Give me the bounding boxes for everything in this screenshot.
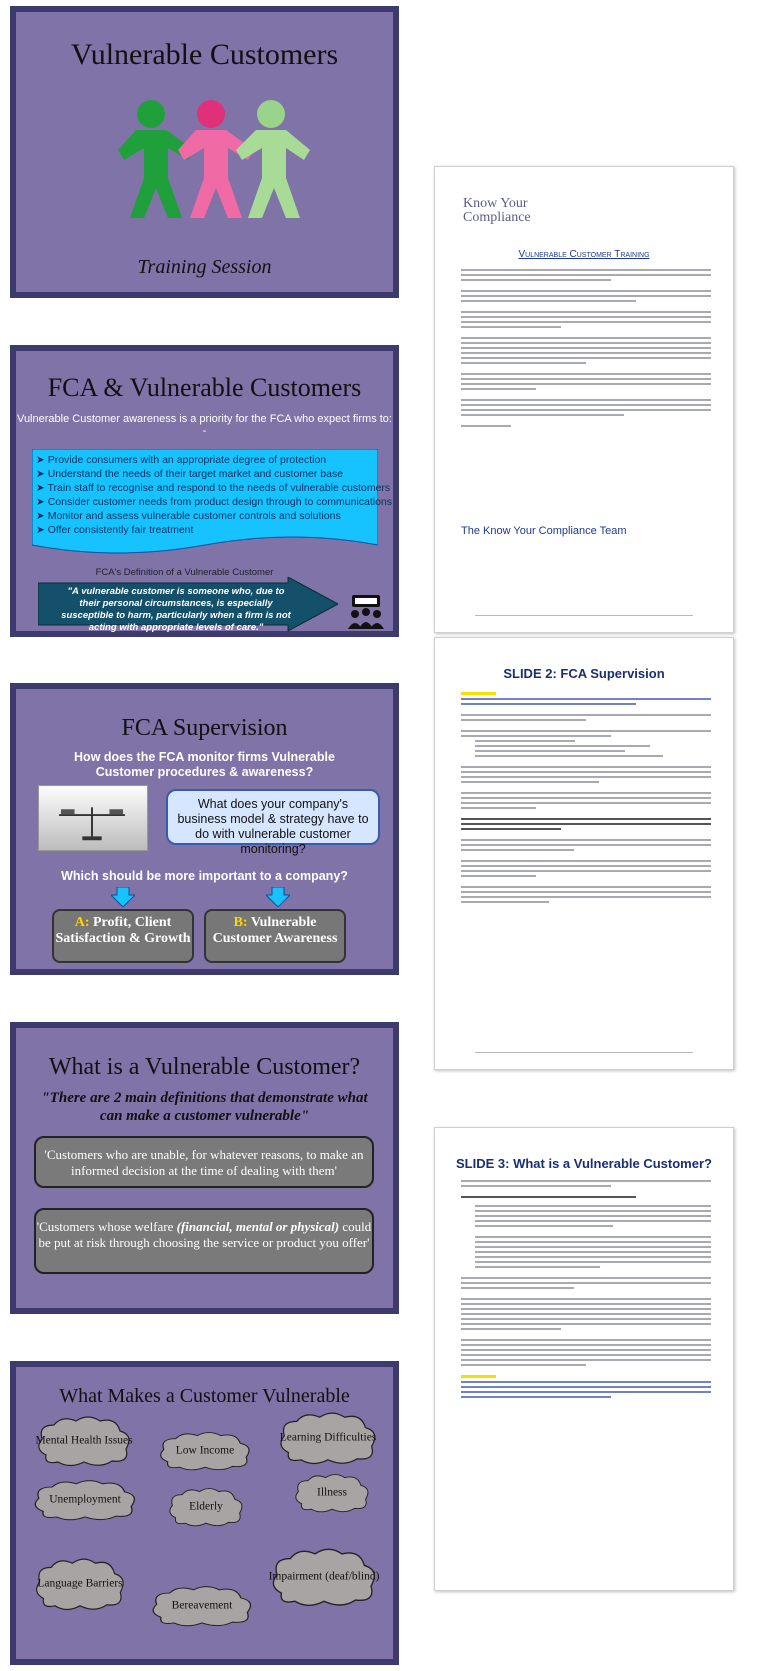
- doc-page-slide3: [434, 1127, 734, 1591]
- down-arrow-icon: [266, 887, 290, 907]
- list-item: ➤ Understand the needs of their target market and customer base: [36, 468, 344, 480]
- down-arrow-icon: [111, 887, 135, 907]
- business-model-bubble: What does your company's business model & strategy have to do with vulnerable customer monitoring?: [166, 789, 380, 845]
- doc-page-intro: [434, 166, 734, 633]
- list-item: ➤ Consider customer needs from product design through to communications: [36, 496, 393, 508]
- list-item: ➤ Train staff to recognise and respond to the needs of vulnerable customers: [36, 482, 391, 494]
- option-a-box: A: Profit, Client Satisfaction & Growth: [52, 909, 194, 963]
- slide-title: Vulnerable Customers: [70, 38, 339, 71]
- slide-title: What Makes a Customer Vulnerable: [59, 1385, 350, 1407]
- cloud-illness: Illness: [292, 1473, 372, 1513]
- cloud-low-income: Low Income: [156, 1431, 254, 1471]
- slide-title: FCA & Vulnerable Customers: [47, 373, 362, 402]
- fca-expectations-list: [36, 453, 392, 537]
- list-item: ➤ Monitor and assess vulnerable customer controls and solutions: [36, 510, 341, 522]
- doc-title: SLIDE 2: FCA Supervision: [503, 666, 665, 681]
- doc-footer: [475, 615, 693, 616]
- which-question: Which should be more important to a company?: [61, 869, 348, 883]
- doc-body-text: [461, 269, 711, 430]
- slide-title: FCA Supervision: [121, 715, 288, 741]
- slide-fca-supervision: [10, 683, 399, 975]
- cloud-unemployment: Unemployment: [30, 1479, 140, 1521]
- doc-body-text: [461, 1180, 711, 1401]
- definition-one: 'Customers who are unable, for whatever reasons, to make an informed decision at the time of dealing with them': [34, 1136, 374, 1188]
- scales-icon: [38, 785, 148, 851]
- group-icon: [346, 595, 386, 629]
- option-b-box: B: Vulnerable Customer Awareness: [204, 909, 346, 963]
- doc-body-text: [461, 692, 711, 906]
- slide-subtitle: Training Session: [137, 256, 272, 278]
- definition-quote: "A vulnerable customer is someone who, due to their personal circumstances, is especially susceptible to harm, particularly when a firm is not acting with appropriate levels of care.": [61, 586, 291, 633]
- slide-intro: Vulnerable Customer awareness is a priority for the FCA who expect firms to: -: [17, 413, 392, 437]
- doc-title: SLIDE 3: What is a Vulnerable Customer?: [456, 1156, 712, 1171]
- list-item: ➤ Offer consistently fair treatment: [36, 524, 194, 536]
- doc-footer: [475, 1052, 693, 1053]
- list-item: ➤ Provide consumers with an appropriate degree of protection: [36, 454, 327, 466]
- definition-label: FCA's Definition of a Vulnerable Customer: [95, 567, 274, 578]
- paper-people-icon: [106, 92, 316, 222]
- definition-two: 'Customers whose welfare (financial, mental or physical) could be put at risk through choosing the service or product you offer': [34, 1208, 374, 1274]
- slide-title: What is a Vulnerable Customer?: [48, 1054, 361, 1080]
- cloud-impairment: Impairment (deaf/blind): [268, 1547, 380, 1607]
- cloud-language-barriers: Language Barriers: [32, 1557, 128, 1611]
- cloud-learning-difficulties: Learning Difficulties: [276, 1411, 380, 1465]
- cloud-elderly: Elderly: [166, 1487, 246, 1527]
- doc-signoff: The Know Your Compliance Team: [461, 525, 627, 537]
- doc-page-slide2: [434, 637, 734, 1070]
- slide-question: How does the FCA monitor firms Vulnerable Customer procedures & awareness?: [74, 750, 335, 779]
- cloud-bereavement: Bereavement: [148, 1585, 256, 1627]
- slide-quote: "There are 2 main definitions that demonstrate what can make a customer vulnerable": [41, 1090, 368, 1124]
- slide-what-makes-vulnerable: [10, 1361, 399, 1665]
- doc-title: Vulnerable Customer Training: [518, 249, 650, 260]
- slide-what-is-vulnerable-customer: [10, 1022, 399, 1314]
- slide-vulnerable-customers: [10, 6, 399, 298]
- slide-fca-vulnerable-customers: [10, 345, 399, 637]
- company-logo: Know Your Compliance: [463, 196, 531, 225]
- cloud-mental-health: Mental Health Issues: [34, 1415, 134, 1467]
